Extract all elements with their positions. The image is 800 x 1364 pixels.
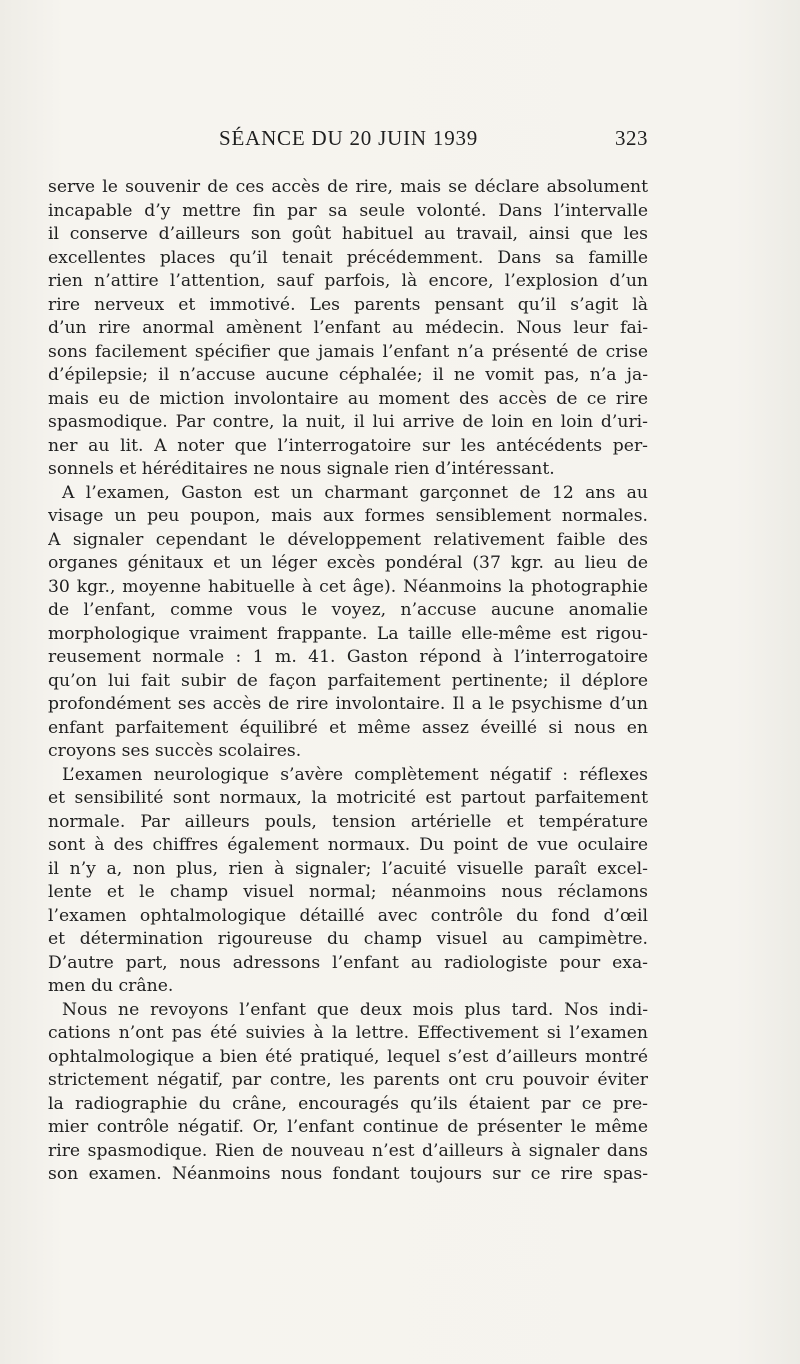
- text-line: il n’y a, non plus, rien à signaler; l’acuité visuelle paraît excel-: [48, 858, 648, 879]
- text-line: ner au lit. A noter que l’interrogatoire sur les antécédents per-: [48, 435, 648, 456]
- text-line: rire nerveux et immotivé. Les parents pensant qu’il s’agit là: [48, 294, 648, 315]
- text-line: organes génitaux et un léger excès pondéral (37 kgr. au lieu de: [48, 553, 648, 573]
- text-line: serve le souvenir de ces accès de rire, mais se déclare absolument: [48, 177, 648, 197]
- text-line: normale. Par ailleurs pouls, tension artérielle et température: [48, 811, 648, 832]
- text-line: sont à des chiffres également normaux. Du point de vue oculaire: [48, 835, 648, 855]
- text-line: il conserve d’ailleurs son goût habituel au travail, ainsi que les: [48, 224, 648, 244]
- text-line: visage un peu poupon, mais aux formes sensiblement normales.: [48, 506, 648, 526]
- page-number: 323: [615, 126, 648, 150]
- text-line: men du crâne.: [48, 976, 174, 996]
- text-line: strictement négatif, par contre, les parents ont cru pouvoir éviter: [48, 1070, 648, 1090]
- text-line: profondément ses accès de rire involontaire. Il a le psychisme d’un: [48, 694, 648, 714]
- text-line: sons facilement spécifier que jamais l’enfant n’a présenté de crise: [48, 341, 648, 362]
- paragraph-1: [48, 176, 648, 482]
- text-line: mais eu de miction involontaire au moment des accès de ce rire: [48, 388, 648, 409]
- text-line: et détermination rigoureuse du champ visuel au campimètre.: [48, 929, 648, 949]
- running-title: SÉANCE DU 20 JUIN 1939: [219, 126, 479, 150]
- text-line: cations n’ont pas été suivies à la lettre. Effectivement si l’examen: [48, 1023, 648, 1043]
- text-line: A signaler cependant le développement relativement faible des: [48, 529, 648, 550]
- text-line: rien n’attire l’attention, sauf parfois, là encore, l’explosion d’un: [48, 271, 648, 291]
- body-text: [48, 176, 648, 1187]
- text-line: l’examen ophtalmologique détaillé avec contrôle du fond d’œil: [48, 905, 648, 926]
- paragraph-2: [48, 482, 648, 764]
- text-line: A l’examen, Gaston est un charmant garçonnet de 12 ans au: [62, 482, 648, 503]
- text-line: L’examen neurologique s’avère complètement négatif : réflexes: [62, 764, 648, 785]
- text-line: la radiographie du crâne, encouragés qu’ils étaient par ce pre-: [48, 1093, 648, 1114]
- text-line: ophtalmologique a bien été pratiqué, lequel s’est d’ailleurs montré: [48, 1046, 648, 1067]
- text-line: de l’enfant, comme vous le voyez, n’accuse aucune anomalie: [48, 600, 648, 620]
- paragraph-3: [48, 764, 648, 999]
- text-line: et sensibilité sont normaux, la motricité est partout parfaitement: [48, 788, 648, 808]
- text-line: D’autre part, nous adressons l’enfant au radiologiste pour exa-: [48, 952, 648, 973]
- text-line: qu’on lui fait subir de façon parfaitement pertinente; il déplore: [48, 670, 648, 691]
- page-header: [48, 120, 648, 164]
- text-line: spasmodique. Par contre, la nuit, il lui arrive de loin en loin d’uri-: [48, 412, 648, 432]
- text-line: rire spasmodique. Rien de nouveau n’est d’ailleurs à signaler dans: [48, 1140, 648, 1161]
- text-line: d’un rire anormal amènent l’enfant au médecin. Nous leur fai-: [48, 318, 648, 338]
- text-line: enfant parfaitement équilibré et même assez éveillé si nous en: [48, 717, 648, 738]
- text-line: incapable d’y mettre fin par sa seule volonté. Dans l’intervalle: [48, 200, 648, 221]
- text-line: croyons ses succès scolaires.: [48, 741, 302, 761]
- text-line: Nous ne revoyons l’enfant que deux mois plus tard. Nos indi-: [62, 999, 648, 1020]
- text-line: morphologique vraiment frappante. La taille elle-même est rigou-: [48, 623, 648, 644]
- text-line: son examen. Néanmoins nous fondant toujours sur ce rire spas-: [48, 1164, 648, 1184]
- text-line: excellentes places qu’il tenait précédemment. Dans sa famille: [48, 247, 648, 268]
- text-line: lente et le champ visuel normal; néanmoins nous réclamons: [48, 882, 648, 902]
- text-line: reusement normale : 1 m. 41. Gaston répond à l’interrogatoire: [48, 647, 648, 667]
- text-line: sonnels et héréditaires ne nous signale rien d’intéressant.: [48, 459, 555, 479]
- text-line: 30 kgr., moyenne habituelle à cet âge). Néanmoins la photographie: [48, 576, 648, 597]
- paragraph-4: [48, 999, 648, 1187]
- text-line: d’épilepsie; il n’accuse aucune céphalée; il ne vomit pas, n’a ja-: [48, 365, 648, 385]
- text-line: mier contrôle négatif. Or, l’enfant continue de présenter le même: [48, 1117, 648, 1137]
